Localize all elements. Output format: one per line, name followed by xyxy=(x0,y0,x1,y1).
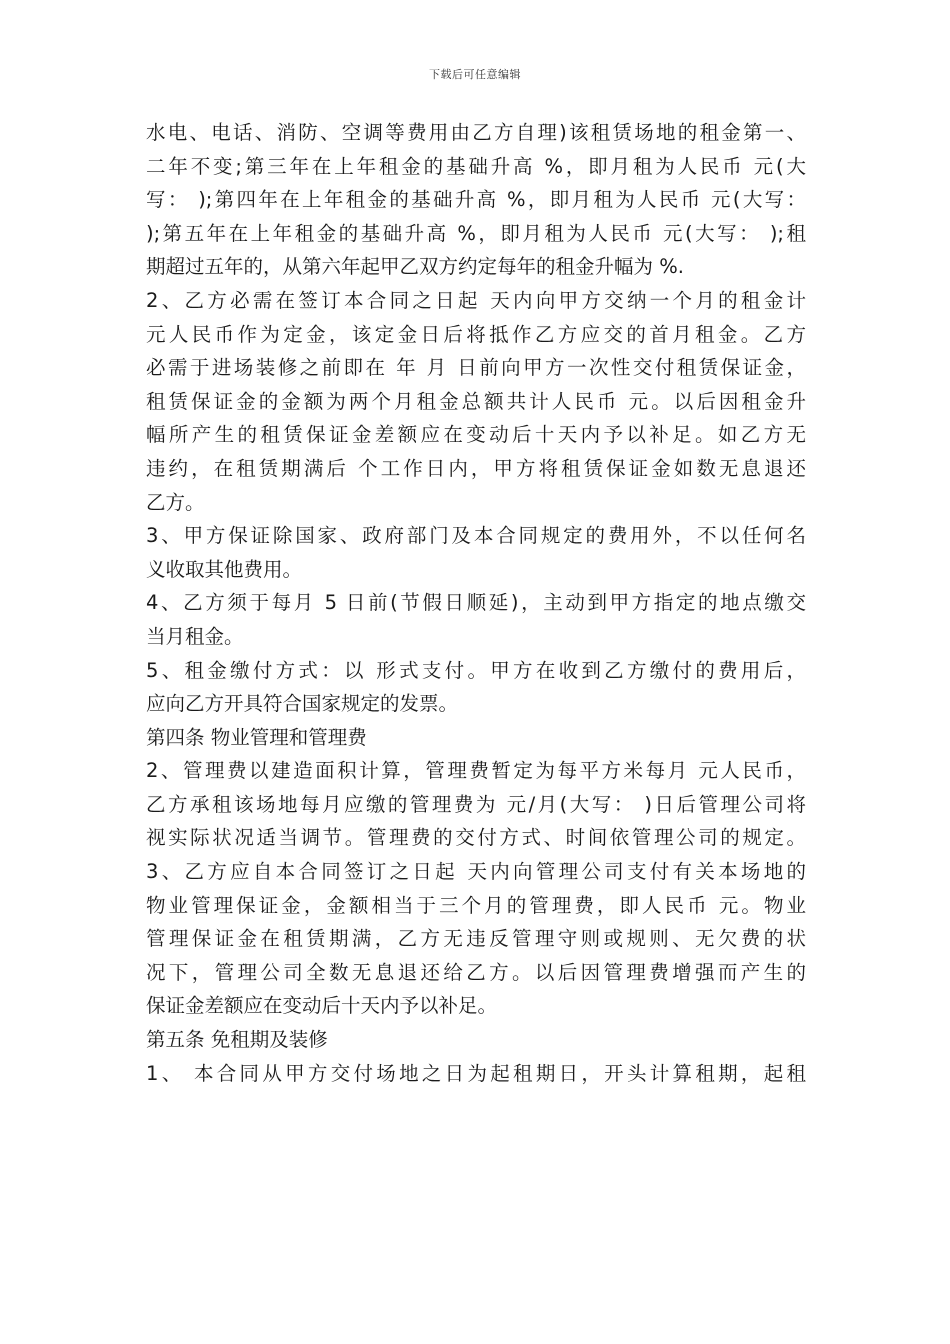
document-line: 应向乙方开具符合国家规定的发票。 xyxy=(146,692,459,716)
document-line: 期超过五年的，从第六年起甲乙双方约定每年的租金升幅为 %. xyxy=(146,255,684,279)
document-line: 乙方承租该场地每月应缴的管理费为 元/月(大写： )日后管理公司将 xyxy=(146,792,806,816)
document-line: 违约，在租赁期满后 个工作日内，甲方将租赁保证金如数无息退还 xyxy=(146,456,806,480)
document-line: 5、租金缴付方式：以 形式支付。甲方在收到乙方缴付的费用后， xyxy=(146,658,806,682)
document-line: 水电、电话、消防、空调等费用由乙方自理)该租赁场地的租金第一、 xyxy=(146,121,806,144)
document-line: 写： );第四年在上年租金的基础升高 %，即月租为人民币 元(大写： xyxy=(146,188,806,212)
document-line: 况下，管理公司全数无息退还给乙方。以后因管理费增强而产生的 xyxy=(146,960,806,984)
document-line: 必需于进场装修之前即在 年 月 日前向甲方一次性交付租赁保证金， xyxy=(146,356,806,380)
document-line: );第五年在上年租金的基础升高 %，即月租为人民币 元(大写： );租 xyxy=(146,221,806,245)
document-line: 义收取其他费用。 xyxy=(146,557,303,581)
document-line: 1、 本合同从甲方交付场地之日为起租期日，开头计算租期，起租 xyxy=(146,1061,806,1085)
document-line: 2、乙方必需在签订本合同之日起 天内向甲方交纳一个月的租金计 xyxy=(146,288,806,312)
document-line: 第五条 免租期及装修 xyxy=(146,1028,328,1052)
document-line: 4、乙方须于每月 5 日前(节假日顺延)，主动到甲方指定的地点缴交 xyxy=(146,591,806,615)
document-line: 第四条 物业管理和管理费 xyxy=(146,725,367,749)
document-line: 管理保证金在租赁期满，乙方无违反管理守则或规则、无欠费的状 xyxy=(146,927,806,951)
document-line: 保证金差额应在变动后十天内予以补足。 xyxy=(146,994,498,1018)
document-line: 当月租金。 xyxy=(146,624,244,648)
document-line: 3、甲方保证除国家、政府部门及本合同规定的费用外，不以任何名 xyxy=(146,524,806,548)
document-line: 元人民币作为定金，该定金日后将抵作乙方应交的首月租金。乙方 xyxy=(146,322,806,346)
document-body xyxy=(146,116,806,1090)
document-line: 二年不变;第三年在上年租金的基础升高 %，即月租为人民币 元(大 xyxy=(146,154,806,178)
document-line: 乙方。 xyxy=(146,490,205,514)
document-line: 视实际状况适当调节。管理费的交付方式、时间依管理公司的规定。 xyxy=(146,826,806,850)
document-line: 幅所产生的租赁保证金差额应在变动后十天内予以补足。如乙方无 xyxy=(146,423,806,447)
document-line: 租赁保证金的金额为两个月租金总额共计人民币 元。以后因租金升 xyxy=(146,389,806,413)
document-line: 物业管理保证金，金额相当于三个月的管理费，即人民币 元。物业 xyxy=(146,893,806,917)
document-line: 3、乙方应自本合同签订之日起 天内向管理公司支付有关本场地的 xyxy=(146,860,806,884)
document-line: 2、管理费以建造面积计算，管理费暂定为每平方米每月 元人民币， xyxy=(146,759,806,783)
page-header: 下载后可任意编辑 xyxy=(429,68,521,81)
